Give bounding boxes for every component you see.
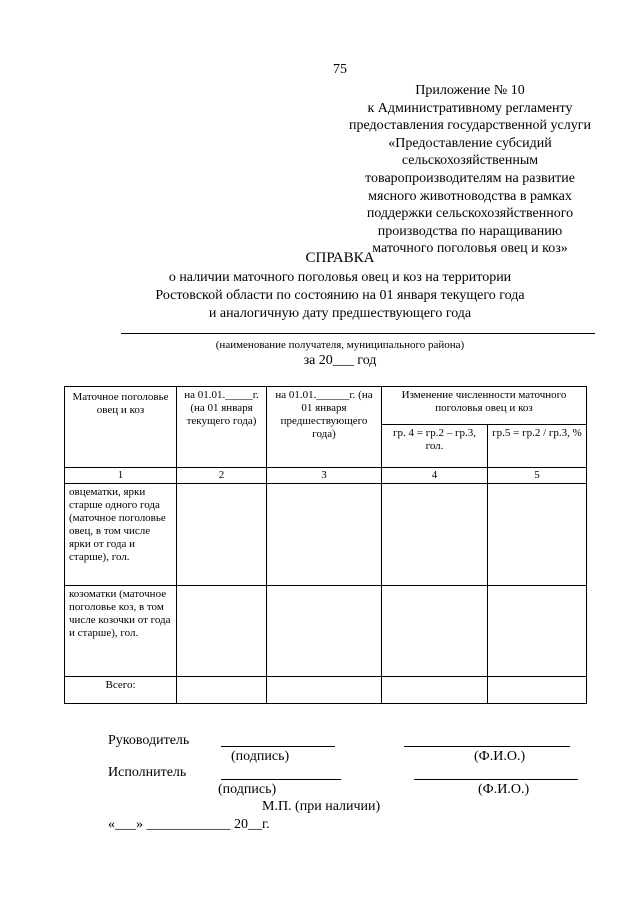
appendix-line: поддержки сельскохозяйственного (366, 206, 574, 222)
table-cell[interactable] (488, 586, 587, 677)
header-col4: гр. 4 = гр.2 – гр.3, гол. (382, 425, 488, 468)
table-row-total (65, 677, 587, 704)
col-number: 5 (488, 468, 587, 484)
appendix-block (320, 82, 620, 258)
appendix-line: товаропроизводителям на развитие (365, 170, 575, 186)
recipient-fill-line[interactable] (121, 333, 595, 334)
appendix-line: Приложение № 10 (415, 83, 525, 98)
table-cell[interactable] (267, 586, 382, 677)
table-cell[interactable] (267, 677, 382, 704)
subtitle-line: Ростовской области по состоянию на 01 января текущего года (155, 288, 525, 303)
table-cell[interactable] (267, 484, 382, 586)
recipient-caption: (наименование получателя, муниципального района) (215, 339, 465, 351)
head-label: Руководитель (108, 733, 190, 748)
table-header-row (65, 387, 587, 425)
table-row (65, 586, 587, 677)
appendix-line: маточного поголовья овец и коз» (372, 241, 568, 257)
livestock-table (64, 386, 587, 704)
row-label: козоматки (маточное поголовье коз, в том числе козочки от года и старше), гол. (65, 586, 177, 677)
row-label: овцематки, ярки старше одного года (маточное поголовье овец, в том числе ярки от года и старше), гол. (65, 484, 177, 586)
appendix-line: мясного животноводства в рамках (368, 188, 572, 204)
col-number: 4 (382, 468, 488, 484)
appendix-line: сельскохозяйственным (401, 153, 539, 169)
head-signature-caption: (подпись) (231, 749, 290, 764)
col-number: 3 (267, 468, 382, 484)
head-signature-line[interactable] (221, 746, 335, 747)
document-subtitle (0, 269, 640, 323)
executor-name-caption: (Ф.И.О.) (478, 782, 530, 797)
head-name-caption: (Ф.И.О.) (474, 749, 526, 764)
head-name-line[interactable] (404, 746, 570, 747)
date-line: «___» ____________ 20__г. (108, 817, 270, 832)
table-cell[interactable] (382, 484, 488, 586)
table-row (65, 484, 587, 586)
subtitle-line: о наличии маточного поголовья овец и коз на территории (168, 270, 512, 285)
table-cell[interactable] (177, 484, 267, 586)
subtitle-line: и аналогичную дату предшествующего года (208, 306, 472, 321)
header-change: Изменение численности маточного поголовья овец и коз (382, 387, 587, 425)
table-cell[interactable] (382, 677, 488, 704)
appendix-line: «Предоставление субсидий (388, 135, 552, 151)
executor-signature-caption: (подпись) (218, 782, 277, 797)
document-title: СПРАВКА (305, 250, 375, 266)
year-line: за 20___ год (303, 353, 377, 368)
executor-signature-line[interactable] (221, 779, 341, 780)
table-cell[interactable] (177, 677, 267, 704)
header-col2: на 01.01._____г. (на 01 января текущего года) (177, 387, 267, 468)
executor-name-line[interactable] (414, 779, 578, 780)
page-number: 75 (333, 62, 347, 77)
table-cell[interactable] (382, 586, 488, 677)
header-col1: Маточное поголовье овец и коз (65, 387, 177, 468)
col-number: 1 (65, 468, 177, 484)
table-cell[interactable] (488, 677, 587, 704)
appendix-line: производства по наращиванию (377, 223, 563, 239)
header-col5: гр.5 = гр.2 / гр.3, % (488, 425, 587, 468)
table-cell[interactable] (488, 484, 587, 586)
table-number-row (65, 468, 587, 484)
col-number: 2 (177, 468, 267, 484)
header-col3: на 01.01.______г. (на 01 января предшествующего года) (267, 387, 382, 468)
appendix-line: к Административному регламенту (367, 100, 573, 116)
table-cell[interactable] (177, 586, 267, 677)
row-label-total: Всего: (65, 677, 177, 704)
appendix-line: предоставления государственной услуги (349, 118, 591, 134)
executor-label: Исполнитель (108, 765, 187, 780)
stamp-note: М.П. (при наличии) (262, 799, 381, 814)
